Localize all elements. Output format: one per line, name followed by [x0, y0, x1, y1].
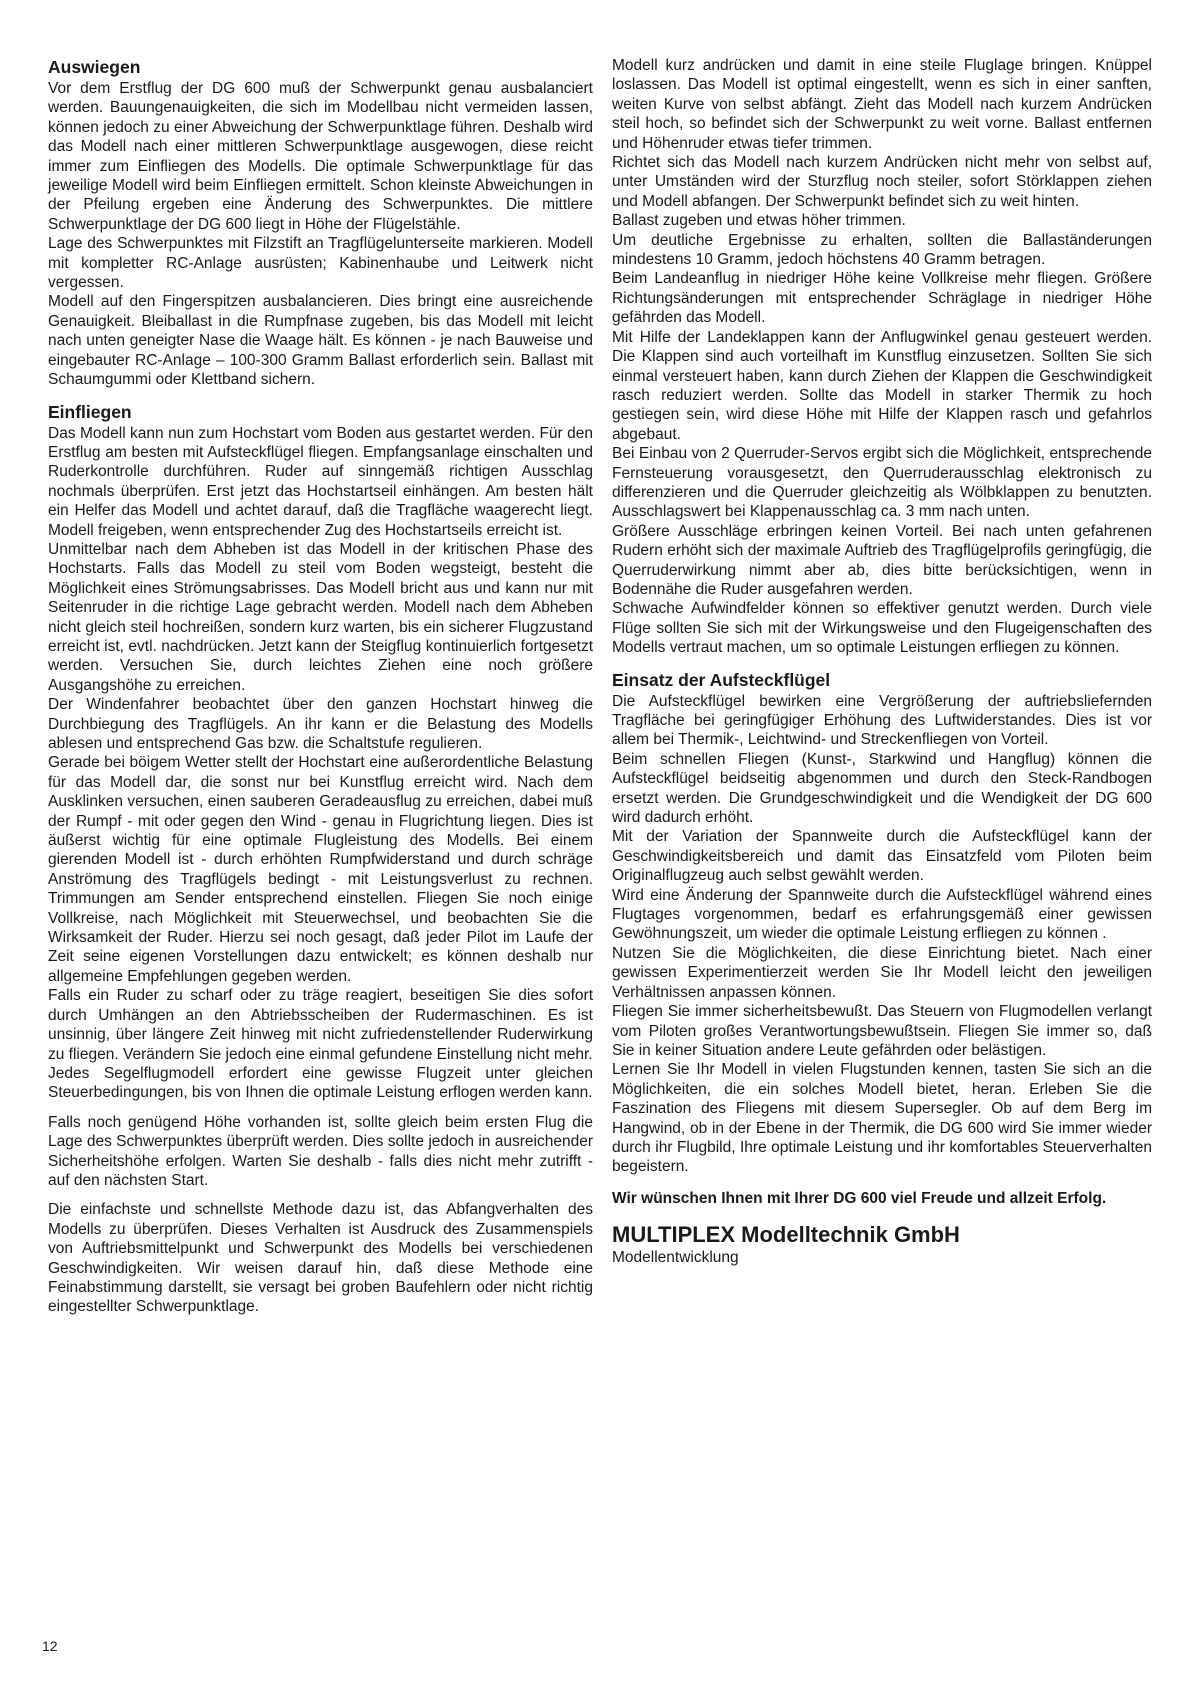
paragraph: Mit der Variation der Spannweite durch die Aufsteckflügel kann der Geschwindigkeitsbereich und damit das Einsatzfeld vom Piloten beim Originalflugzeug auch selbst gewählt werden.: [612, 828, 1152, 885]
paragraph: Die Aufsteckflügel bewirken eine Vergrößerung der auftriebsliefernden Tragfläche bei geringfügiger Erhöhung des Luftwiderstandes. Dies ist vor allem bei Thermik-, Leichtwind- und Streckenfliegen von Vorteil.: [612, 692, 1152, 749]
paragraph: Richtet sich das Modell nach kurzem Andrücken nicht mehr von selbst auf, unter Umständen wird der Sturzflug noch steiler, sofort Störklappen ziehen und Modell abfangen. Der Schwerpunkt befindet sich zu weit hinten.: [612, 154, 1152, 210]
paragraph: Gerade bei böigem Wetter stellt der Hochstart eine außerordentliche Belastung für das Modell dar, die sonst nur bei Kunstflug erreicht wird. Nach dem Ausklinken versuchen, einen sauberen Geradeausflug zu erreichen, dabei muß der Rumpf - mit oder gegen den Wind - genau in Flugrichtung liegen. Dies ist äußerst wichtig für eine optimale Flugleistung des Modells. Bei einem gierenden Modell ist - durch erhöhten Rumpfwiderstand und durch schräge Anströmung des Tragflügels bedingt - mit Leistungsverlust zu rechnen. Trimmungen am Sender entsprechend einstellen. Fliegen Sie noch einige Vollkreise, nach Möglichkeit mit Steuerwechsel, und beobachten Sie die Wirksamkeit der Ruder. Hierzu sei noch gesagt, daß jeder Pilot im Laufe der Zeit seine eigenen Vorstellungen dazu entwickelt; es können deshalb nur allgemeine Empfehlungen gegeben werden.: [48, 754, 593, 985]
paragraph: Der Windenfahrer beobachtet über den ganzen Hochstart hinweg die Durchbiegung des Tragflügels. An ihr kann er die Belastung des Modells ablesen und entsprechend Gas bzw. die Schaltstufe regulieren.: [48, 696, 593, 752]
paragraph: Modell kurz andrücken und damit in eine steile Fluglage bringen. Knüppel loslassen. Das Modell ist optimal eingestellt, wenn es sich in einer sanften, weiten Kurve von selbst abfängt. Zieht das Modell nach kurzem Andrücken steil hoch, so befindet sich der Schwerpunkt zu weit vorne. Ballast entfernen und Höhenruder etwas tiefer trimmen.: [612, 57, 1152, 152]
paragraph: Unmittelbar nach dem Abheben ist das Modell in der kritischen Phase des Hochstarts. Falls das Modell zu steil vom Boden wegsteigt, besteht die Möglichkeit eines Strömungsabrisses. Das Modell bricht aus und kann nur mit Seitenruder in die richtige Lage gebracht werden. Modell nach dem Abheben nicht gleich steil hochreißen, sondern kurz warten, bis ein sicherer Flugzustand erreicht ist, evtl. nachdrücken. Jetzt kann der Steigflug kontinuierlich fortgesetzt werden. Versuchen Sie, durch leichtes Ziehen eine noch größere Ausgangshöhe zu erreichen.: [48, 540, 593, 694]
paragraph: Falls noch genügend Höhe vorhanden ist, sollte gleich beim ersten Flug die Lage des Schwerpunktes überprüft werden. Dies sollte jedoch in ausreichender Sicherheitshöhe erfolgen. Warten Sie deshalb - falls dies nicht mehr zutrifft - auf den nächsten Start.: [48, 1113, 593, 1189]
right-column: [612, 56, 1152, 1268]
paragraph: Beim schnellen Fliegen (Kunst-, Starkwind und Hangflug) können die Aufsteckflügel beidseitig abgenommen und durch den Steck-Randbogen ersetzt werden. Die Grundgeschwindigkeit und die Wendigkeit der DG 600 wird dadurch erhöht.: [612, 750, 1152, 827]
company-name: MULTIPLEX Modelltechnik GmbH: [612, 1222, 960, 1248]
heading-auswiegen: Auswiegen: [48, 57, 141, 77]
paragraph: Jedes Segelflugmodell erfordert eine gewisse Flugzeit unter gleichen Steuerbedingungen, bis von Ihnen die optimale Leistung erflogen werden kann.: [48, 1064, 593, 1102]
paragraph: Modell auf den Fingerspitzen ausbalancieren. Dies bringt eine ausreichende Genauigkeit. Bleiballast in die Rumpfnase zugeben, bis das Modell mit leicht nach unten geneigter Nase die Waage hält. Es können - je nach Bauweise und eingebauter RC-Anlage – 100-300 Gramm Ballast erforderlich sein. Ballast mit Schaumgummi oder Klettband sichern.: [48, 293, 593, 389]
paragraph: Das Modell kann nun zum Hochstart vom Boden aus gestartet werden. Für den Erstflug am besten mit Aufsteckflügel fliegen. Empfangsanlage einschalten und Ruderkontrolle durchführen. Ruder auf sinngemäß richtigen Ausschlag nochmals überprüfen. Erst jetzt das Hochstartseil einhängen. Am besten hält ein Helfer das Modell und achtet darauf, daß die Tragfläche waagerecht liegt. Modell freigeben, wenn entsprechender Zug des Hochstartseils erreicht ist.: [48, 424, 593, 539]
paragraph: Mit Hilfe der Landeklappen kann der Anflugwinkel genau gesteuert werden. Die Klappen sind auch vorteilhaft im Kunstflug einzusetzen. Sollten Sie sich einmal versteuert haben, kann durch Ziehen der Klappen die Geschwindigkeit rasch reduziert werden. Sollte das Modell in starker Thermik zu hoch gestiegen sein, wird diese Höhe mit Hilfe der Klappen rasch und gefahrlos abgebaut.: [612, 328, 1152, 443]
paragraph: Lage des Schwerpunktes mit Filzstift an Tragflügelunterseite markieren. Modell mit kompletter RC-Anlage ausrüsten; Kabinenhaube und Leitwerk nicht vergessen.: [48, 235, 593, 292]
page-number: 12: [42, 1638, 58, 1654]
paragraph: Wird eine Änderung der Spannweite durch die Aufsteckflügel während eines Flugtages vorgenommen, bedarf es erfahrungsgemäß einer gewissen Gewöhnungszeit, um wieder die optimale Leistung erfliegen zu können .: [612, 886, 1152, 943]
department-name: Modellentwicklung: [612, 1249, 739, 1267]
paragraph: Falls ein Ruder zu scharf oder zu träge reagiert, beseitigen Sie dies sofort durch Umhängen an den Abtriebsscheiben der Rudermaschinen. Es ist unsinnig, über längere Zeit hinweg mit nicht zufriedenstellender Ruderwirkung zu fliegen. Verändern Sie jedoch eine einmal gefundene Einstellung nicht mehr.: [48, 987, 593, 1063]
paragraph: Schwache Aufwindfelder können so effektiver genutzt werden. Durch viele Flüge sollten Sie sich mit der Wirkungsweise und den Flugeigenschaften des Modells vertraut machen, um so optimale Leistungen erfliegen zu können.: [612, 600, 1152, 657]
heading-einfliegen: Einfliegen: [48, 401, 132, 422]
paragraph: Ballast zugeben und etwas höher trimmen.: [612, 212, 906, 230]
paragraph: Vor dem Erstflug der DG 600 muß der Schwerpunkt genau ausbalanciert werden. Bauungenauigkeiten, die sich im Modellbau nicht vermeiden lassen, können jedoch zu einer Abweichung der Schwerpunktlage führen. Deshalb wird das Modell nach einer mittleren Schwerpunktlage ausgewogen, diese reicht immer zum Einfliegen des Modells. Die optimale Schwerpunktlage für das jeweilige Modell wird beim Einfliegen ermittelt. Schon kleinste Abweichungen in der Pfeilung ergeben eine Änderung des Schwerpunktes. Die mittlere Schwerpunktlage der DG 600 liegt in Höhe der Flügelstähle.: [48, 80, 593, 233]
paragraph: Beim Landeanflug in niedriger Höhe keine Vollkreise mehr fliegen. Größere Richtungsänderungen mit entsprechender Schräglage in niedriger Höhe gefährden das Modell.: [612, 270, 1152, 327]
heading-einsatz-aufsteckfluegel: Einsatz der Aufsteckflügel: [612, 669, 831, 690]
paragraph: Fliegen Sie immer sicherheitsbewußt. Das Steuern von Flugmodellen verlangt vom Piloten großes Verantwortungsbewußtsein. Fliegen Sie immer so, daß Sie in keiner Situation andere Leute gefährden oder belästigen.: [612, 1003, 1152, 1059]
paragraph: Größere Ausschläge erbringen keinen Vorteil. Bei nach unten gefahrenen Rudern erhöht sich der maximale Auftrieb des Tragflügelprofils geringfügig, die Querruderwirkung nimmt aber ab, dies bitte berücksichtigen, wenn in Bodennähe die Ruder ausgefahren werden.: [612, 522, 1152, 598]
paragraph: Die einfachste und schnellste Methode dazu ist, das Abfangverhalten des Modells zu überprüfen. Dieses Verhalten ist Ausdruck des Zusammenspiels von Auftriebsmittelpunkt und Schwerpunkt des Modells bei verschiedenen Geschwindigkeiten. Wir weisen darauf hin, daß diese Methode eine Feinabstimmung darstellt, sie versagt bei groben Baufehlern oder nicht richtig eingestellter Schwerpunktlage.: [48, 1201, 593, 1316]
paragraph: Lernen Sie Ihr Modell in vielen Flugstunden kennen, tasten Sie sich an die Möglichkeiten, die ein solches Modell bietet, heran. Erleben Sie die Faszination des Fliegens mit diesem Supersegler. Ob auf dem Berg im Hangwind, ob in der Ebene in der Thermik, die DG 600 wird Sie immer wieder durch ihr Flugbild, Ihre optimale Leistung und ihr komfortables Steuerverhalten begeistern.: [612, 1061, 1152, 1176]
paragraph: Nutzen Sie die Möglichkeiten, die diese Einrichtung bietet. Nach einer gewissen Experimentierzeit werden Sie Ihr Modell leicht den jeweiligen Verhältnissen anpassen können.: [612, 944, 1152, 1001]
paragraph: Bei Einbau von 2 Querruder-Servos ergibt sich die Möglichkeit, entsprechende Fernsteuerung vorausgesetzt, den Querruderausschlag elektronisch zu differenzieren und die Querruder gleichzeitig als Wölbklappen zu benutzten. Ausschlagswert bei Klappenausschlag ca. 3 mm nach unten.: [612, 445, 1152, 521]
closing-wish: Wir wünschen Ihnen mit Ihrer DG 600 viel Freude und allzeit Erfolg.: [612, 1189, 1107, 1207]
left-column: [48, 56, 593, 1317]
paragraph: Um deutliche Ergebnisse zu erhalten, sollten die Ballaständerungen mindestens 10 Gramm, jedoch höchstens 40 Gramm betragen.: [612, 231, 1152, 269]
